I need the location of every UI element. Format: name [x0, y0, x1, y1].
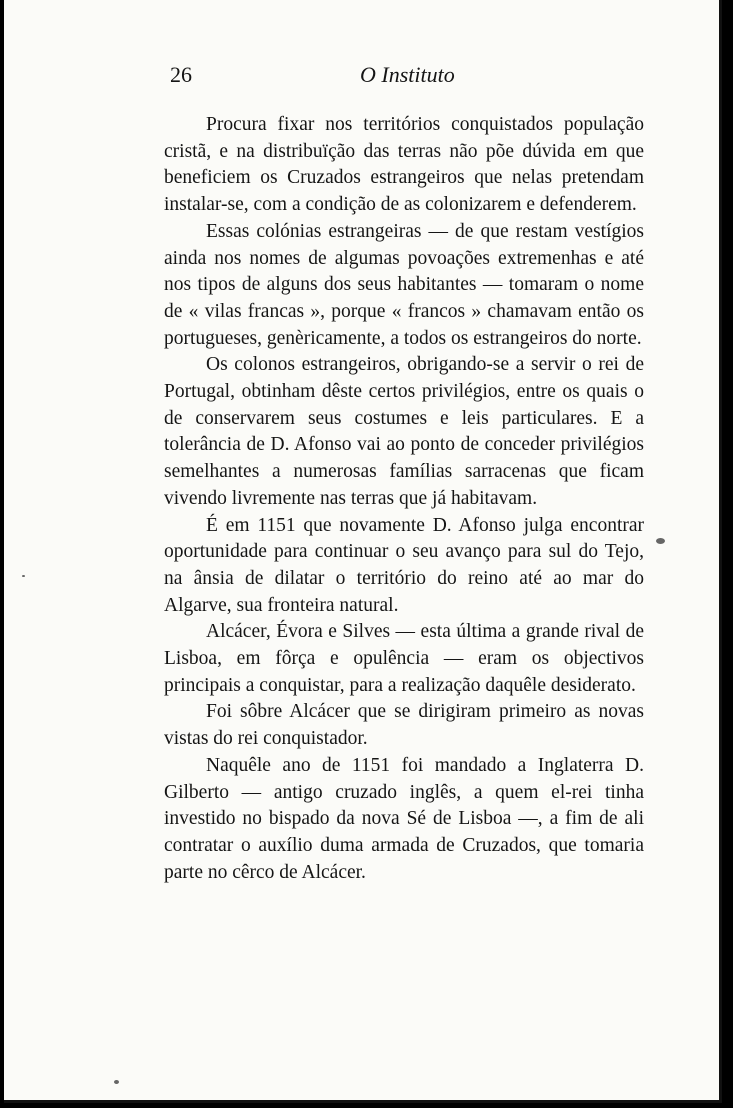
paragraph: Procura fixar nos territórios conquistados população cristã, e na distribuïção das terras não põe dúvida em que beneficiem os Cruzados estrangeiros que nelas pretendam instalar-se, com a condição de as colonizarem e defenderem. [164, 114, 644, 216]
paper-speck [656, 538, 665, 544]
paragraph: É em 1151 que novamente D. Afonso julga encontrar oportunidade para continuar o seu avanço para sul do Tejo, na ânsia de dilatar o território do reino até ao mar do Algarve, sua fronteira natural. [164, 514, 644, 616]
paragraph: Alcácer, Évora e Silves — esta última a grande rival de Lisboa, em fôrça e opulência — eram os objectivos principais a conquistar, para a realização daquêle desiderato. [164, 621, 644, 696]
book-page [4, 0, 722, 1103]
running-title: O Instituto [360, 62, 455, 87]
page-number: 26 [170, 62, 192, 87]
paragraph: Essas colónias estrangeiras — de que restam vestígios ainda nos nomes de algumas povoações extremenhas e até nos tipos de alguns dos seus habitantes — tomaram o nome de « vilas francas », porque « francos » chamavam então os portugueses, genèricamente, a todos os estrangeiros do norte. [164, 220, 644, 349]
paragraph: Naquêle ano de 1151 foi mandado a Inglaterra D. Gilberto — antigo cruzado inglês, a quem el-rei tinha investido no bispado da nova Sé de Lisboa —, a fim de ali contratar o auxílio duma armada de Cruzados, que tomaria parte no cêrco de Alcácer. [164, 754, 644, 883]
page-header [170, 62, 646, 92]
body-text [164, 112, 644, 886]
paper-speck [22, 575, 25, 577]
paper-speck [114, 1080, 119, 1084]
paragraph: Foi sôbre Alcácer que se dirigiram primeiro as novas vistas do rei conquistador. [164, 701, 644, 750]
paragraph: Os colonos estrangeiros, obrigando-se a servir o rei de Portugal, obtinham dêste certos privilégios, entre os quais o de conservarem seus costumes e leis particulares. E a tolerância de D. Afonso vai ao ponto de conceder privilégios semelhantes a numerosas famílias sarracenas que ficam vivendo livremente nas terras que já habitavam. [164, 354, 644, 509]
